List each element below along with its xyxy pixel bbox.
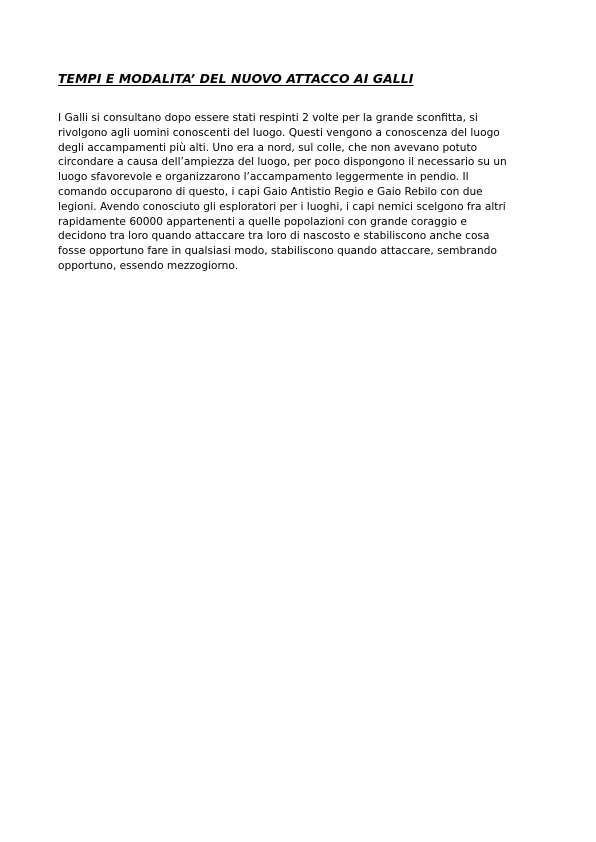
- body-line: decidono tra loro quando attaccare tra loro di nascosto e stabiliscono anche cosa: [58, 230, 490, 243]
- body-line: I Galli si consultano dopo essere stati respinti 2 volte per la grande sconfitta, si: [58, 112, 478, 124]
- document-title: TEMPI E MODALITA’ DEL NUOVO ATTACCO AI GALLI: [58, 71, 414, 86]
- body-line: comando occuparono di questo, i capi Gaio Antistio Regio e Gaio Rebilo con due: [58, 185, 483, 198]
- body-line: opportuno, essendo mezzogiorno.: [58, 259, 239, 272]
- body-line: degli accampamenti più alti. Uno era a nord, sul colle, che non avevano potuto: [58, 141, 478, 154]
- body-paragraph: [58, 111, 548, 274]
- body-line: fosse opportuno fare in qualsiasi modo, stabiliscono quando attaccare, sembrando: [58, 245, 497, 258]
- body-line: rivolgono agli uomini conoscenti del luogo. Questi vengono a conoscenza del luogo: [58, 126, 500, 139]
- body-line: legioni. Avendo conosciuto gli esploratori per i luoghi, i capi nemici scelgono fra altri: [58, 200, 506, 213]
- body-line: rapidamente 60000 appartenenti a quelle popolazioni con grande coraggio e: [58, 215, 467, 228]
- body-line: circondare a causa dell’ampiezza del luogo, per poco dispongono il necessario su un: [58, 156, 507, 169]
- body-line: luogo sfavorevole e organizzarono l’accampamento leggermente in pendio. Il: [58, 171, 469, 184]
